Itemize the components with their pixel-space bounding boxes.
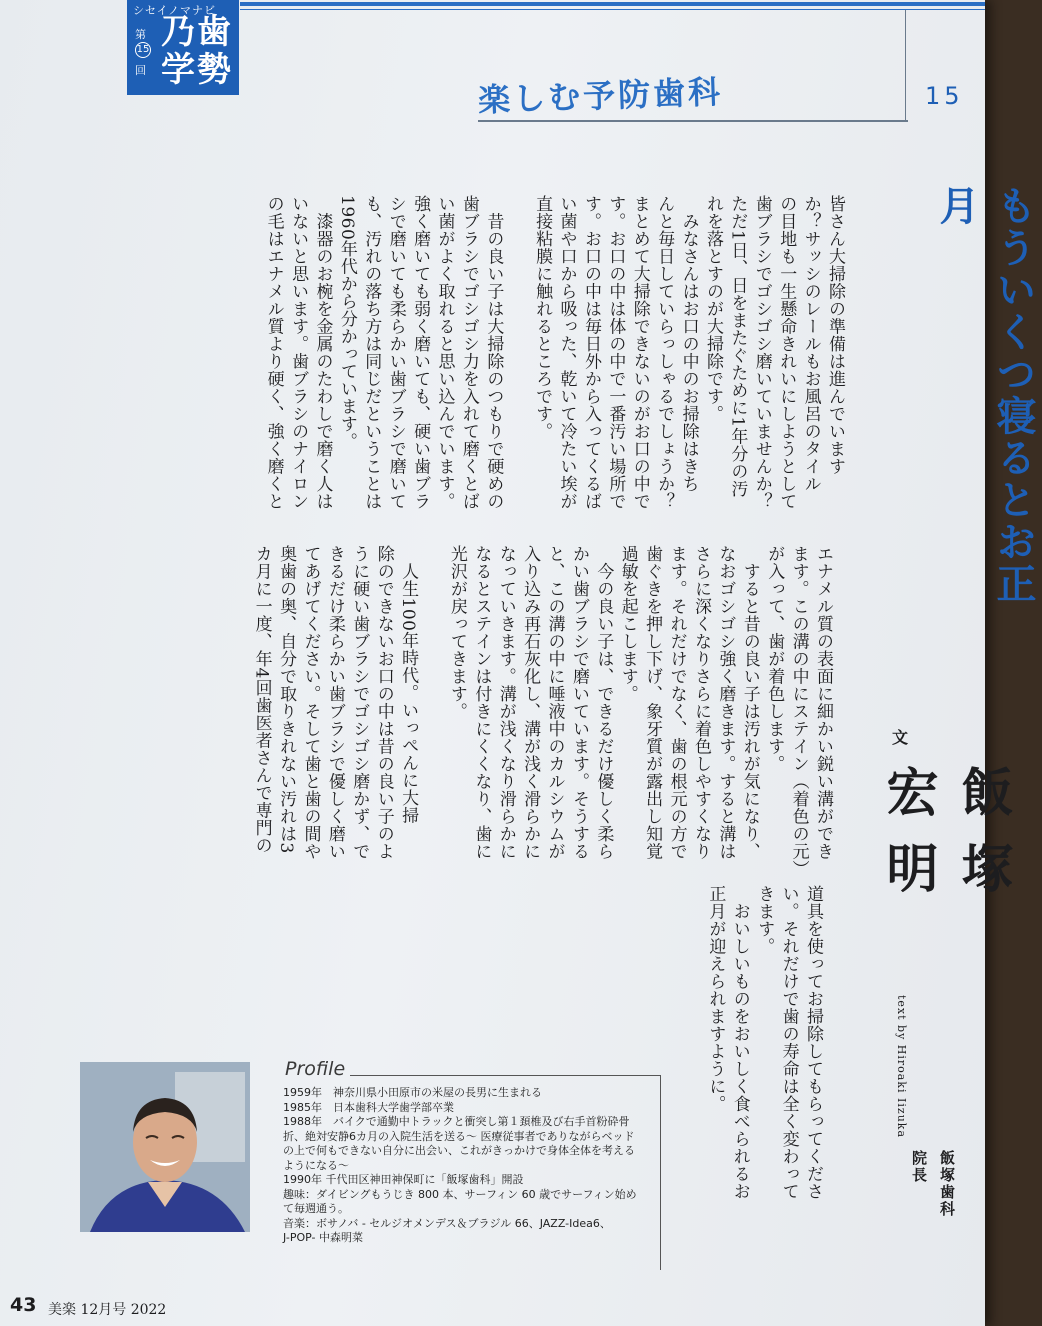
logo-top-text: シセイノマナビ: [133, 4, 217, 17]
profile-rule: [350, 1075, 660, 1076]
profile-line: の上で何もできない自分に出会い、これがきっかけで身体全体を考える: [283, 1144, 635, 1157]
body-line: す。お口の中は体の中で一番汚い場所で: [605, 195, 626, 510]
affiliation-role: 院長: [910, 1150, 928, 1184]
header-rule: [240, 2, 985, 6]
body-column-2: [249, 545, 835, 878]
body-line: きるだけ柔らかい歯ブラシで優しく磨い: [324, 545, 345, 860]
body-line: [420, 545, 444, 875]
body-line: の目地も一生懸命きれいにしようとして: [776, 195, 797, 510]
profile-line: 1959年 神奈川県小田原市の米屋の長男に生まれる: [283, 1086, 542, 1099]
body-line: 奥歯の奥、自分で取りきれない汚れは3: [276, 545, 297, 854]
profile-line: 1988年 バイクで通勤中トラックと衝突し第１頚椎及び右手首粉砕骨: [283, 1115, 630, 1128]
body-line: シで磨いても柔らかい歯ブラシで磨いて: [385, 195, 406, 510]
body-line: が入って、歯が着色します。: [764, 545, 785, 773]
body-line: んと毎日していらっしゃるでしょうか？: [654, 195, 675, 510]
header-rule-thin: [240, 9, 985, 10]
author-affiliation: [905, 1150, 961, 1240]
body-line: 昔の良い子は大掃除のつもりで硬めの: [483, 195, 504, 510]
body-line: ます。それだけでなく、歯の根元の方で: [666, 545, 687, 860]
author-photo: [80, 1062, 250, 1232]
body-line: 歯ブラシでゴシゴシ磨いていませんか？: [751, 195, 772, 510]
episode-number: 15: [925, 82, 964, 110]
body-line: す。お口の中は毎日外から入ってくるば: [580, 195, 601, 510]
body-line: エナメル質の表面に細かい鋭い溝ができ: [813, 545, 833, 860]
body-line: 漆器のお椀を金属のたわしで磨く人は: [312, 195, 333, 510]
body-line: いないと思います。歯ブラシのナイロン: [288, 195, 309, 510]
profile-line: 折、絶対安静6カ月の入院生活を送る〜 医療従事者でありながらベッド: [283, 1129, 635, 1143]
body-line: も、汚れの落ち方は同じだということは: [361, 195, 382, 510]
profile-line: ようになる〜: [283, 1158, 349, 1172]
magazine-issue: 美楽 12月号 2022: [48, 1302, 167, 1318]
profile-line: て毎週通う。: [283, 1202, 349, 1215]
body-line: さらに深くなりさらに着色しやすくなり: [690, 545, 711, 860]
series-title: 楽しむ予防歯科: [477, 72, 724, 120]
body-line: 入り込み再石灰化し、溝が浅く滑らかに: [520, 545, 541, 860]
byline-label: 文: [892, 728, 909, 747]
body-line: 歯ぐきを押し下げ、象牙質が露出し知覚: [642, 545, 663, 860]
logo-number: 15: [135, 42, 151, 58]
body-line: 人生100年時代。いっぺんに大掃: [398, 545, 419, 824]
body-line: い菌や口から吸った、乾いて冷たい埃が: [556, 195, 577, 510]
body-line: 歯ブラシでゴシゴシ力を入れて磨くとば: [458, 195, 479, 510]
profile-line: 1990年 千代田区神田神保町に「飯塚歯科」開設: [283, 1173, 524, 1186]
body-line: 道具を使ってお掃除してもらってくださ: [803, 885, 823, 1200]
body-line: ます。この溝の中にステイン（着色の元）: [788, 545, 809, 878]
body-line: みなさんはお口の中のお掃除はきち: [678, 195, 699, 493]
body-line: の毛はエナメル質より硬く、強く磨くと: [263, 195, 284, 510]
episode-divider: [905, 10, 906, 120]
profile-line: J-POP- 中森明菜: [283, 1231, 363, 1244]
body-line: 除のできないお口の中は昔の良い子のよ: [373, 545, 394, 860]
logo-char-3: 学: [161, 50, 195, 90]
affiliation-clinic: 飯塚歯科: [938, 1150, 956, 1218]
page-number: 43: [10, 1294, 37, 1316]
series-title-rule: [478, 120, 908, 122]
logo-char-2: 歯: [197, 12, 231, 52]
body-line: れを落とすのが大掃除です。: [702, 195, 723, 423]
body-line: 皆さん大掃除の準備は進んでいます: [825, 195, 845, 475]
profile-label: Profile: [285, 1058, 346, 1080]
body-line: かい歯ブラシで磨いています。そうする: [568, 545, 589, 860]
body-line: 強く磨いても弱く磨いても、硬い歯ブラ: [410, 195, 431, 510]
body-line: 今の良い子は、できるだけ優しく柔ら: [593, 545, 614, 860]
body-line: カ月に一度、年4回歯医者さんで専門の: [251, 545, 272, 854]
logo-char-1: 乃: [161, 12, 195, 52]
body-line: うに硬い歯ブラシでゴシゴシ磨かず、で: [349, 545, 370, 860]
body-column-3: [703, 885, 825, 1245]
profile-divider: [660, 1075, 661, 1270]
body-line: 光沢が戻ってきます。: [446, 545, 467, 720]
profile-line: 1985年 日本歯科大学歯学部卒業: [283, 1100, 454, 1114]
body-line: ただ1日、日をまたぐために1年分の汚: [727, 195, 748, 498]
profile-line: 趣味：ダイビングもうじき 800 本、サーフィン 60 歳でサーフィン始め: [283, 1187, 637, 1201]
body-line: か？サッシのレールもお風呂のタイル: [800, 195, 821, 493]
profile-line: 音楽：ボサノバ - セルジオメンデス＆ブラジル 66、JAZZ-Idea6、: [283, 1216, 611, 1230]
body-line: おいしいものをおいしく食べられるお: [729, 885, 750, 1200]
body-line: 直接粘膜に触れるところです。: [532, 195, 553, 440]
body-line: なっていきます。溝が浅くなり滑らかに: [495, 545, 516, 860]
logo-kai-label: 回: [135, 64, 146, 77]
series-logo: [127, 0, 239, 95]
body-line: 過敏を起こします。: [617, 545, 638, 703]
show-through-text: [230, 892, 260, 936]
logo-char-4: 勢: [197, 50, 231, 90]
author-name-english: text by Hiroaki Iizuka: [895, 995, 908, 1138]
profile-text: [283, 1086, 655, 1246]
body-line: い菌がよく取れると思い込んでいます。: [434, 195, 455, 510]
author-name: 飯塚 宏明: [877, 765, 1013, 917]
body-line: 正月が迎えられますように。: [705, 885, 726, 1113]
body-line: と、この溝の中に唾液中のカルシウムが: [544, 545, 565, 860]
body-line: 1960年代から分かっています。: [336, 195, 357, 451]
body-line: すると昔の良い子は汚れが気になり、: [739, 545, 760, 860]
body-line: きます。: [754, 885, 775, 955]
body-line: てあげてください。そして歯と歯の間や: [300, 545, 321, 860]
body-line: まとめて大掃除できないのがお口の中で: [629, 195, 650, 510]
article-title: もういくつ寝るとお正月: [933, 185, 1036, 605]
body-line: なるとステインは付きにくくなり、歯に: [471, 545, 492, 860]
body-line: い。それだけで歯の寿命は全く変わって: [778, 885, 799, 1200]
logo-no-label: 第: [135, 28, 146, 41]
portrait-illustration: [80, 1062, 250, 1232]
body-line: なおゴシゴシ強く磨きます。すると溝は: [715, 545, 736, 860]
